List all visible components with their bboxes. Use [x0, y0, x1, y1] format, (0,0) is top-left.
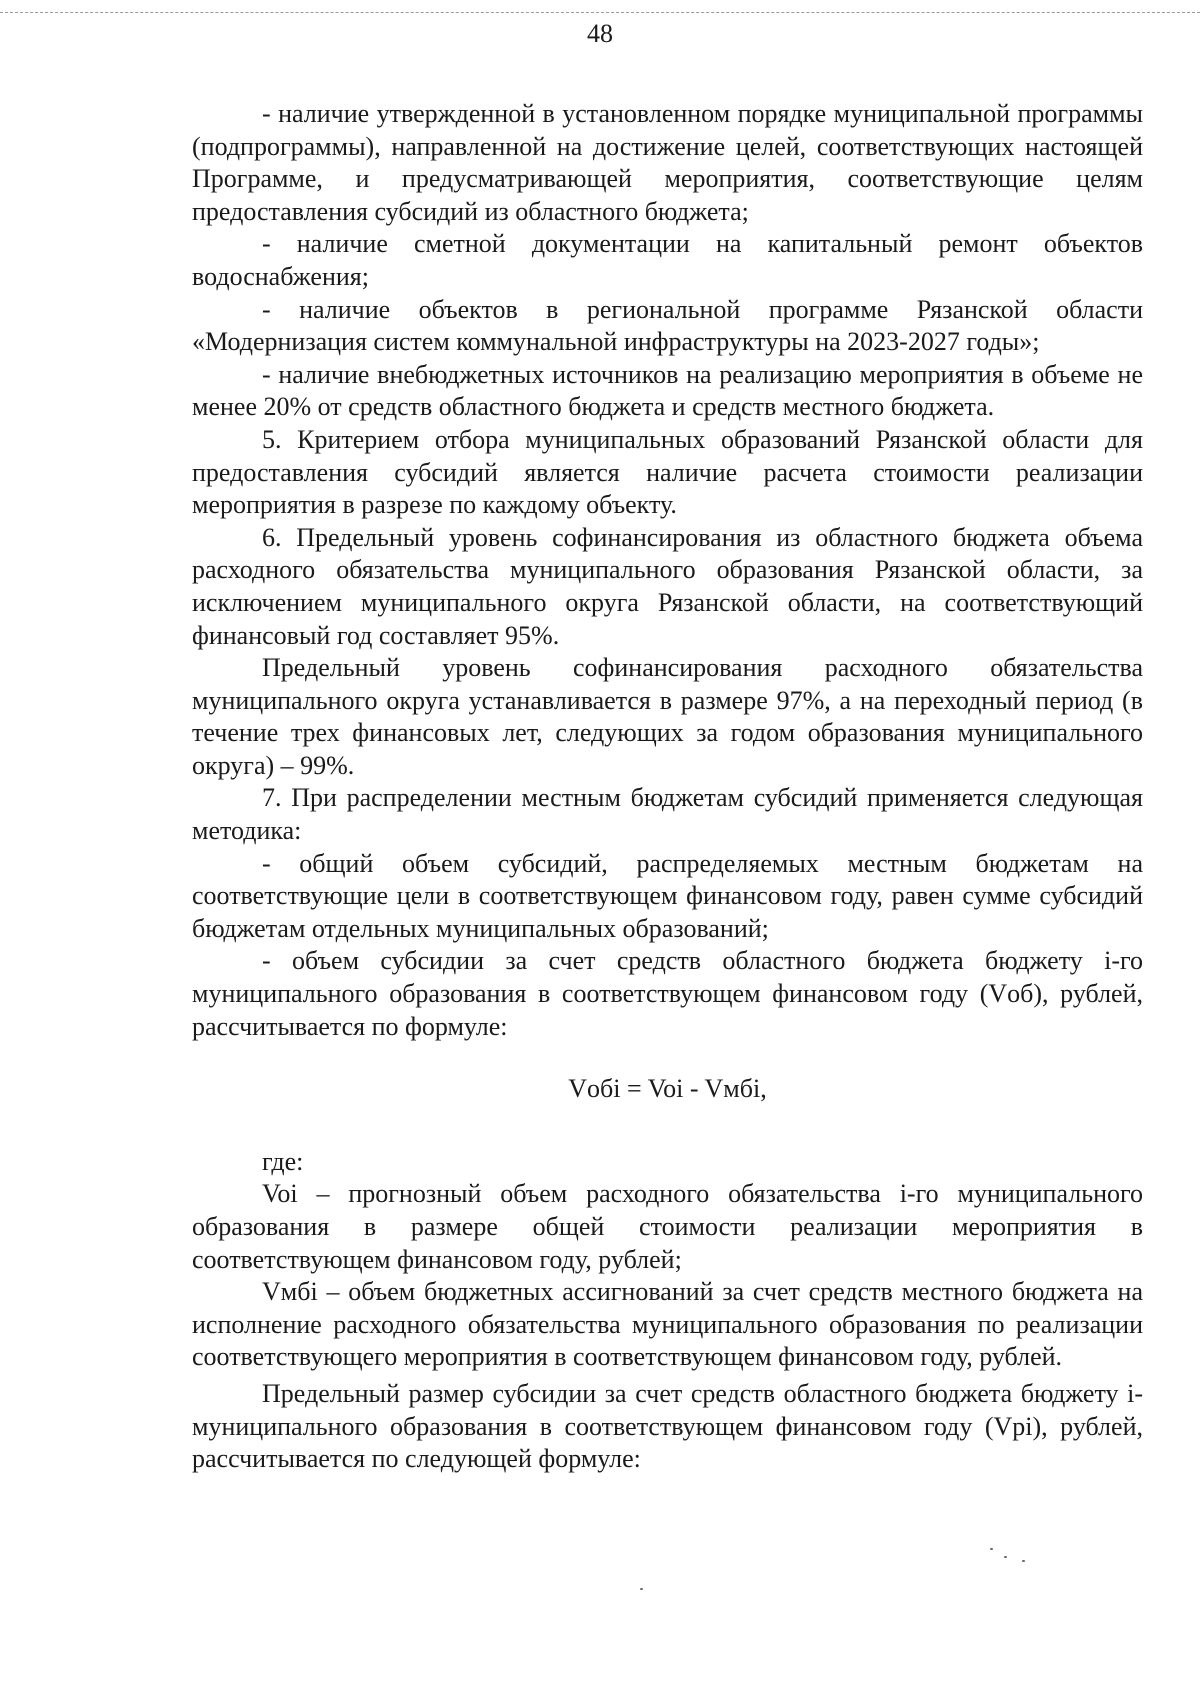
- scan-speck: [1022, 1560, 1025, 1562]
- definition-item: Vмбi – объем бюджетных ассигнований за счет средств местного бюджета на исполнение расходного обязательства муниципального образования по реализации соответствующего мероприятия в соответствующем финансовом году, рублей.: [192, 1277, 1143, 1372]
- closing-paragraph: Предельный размер субсидии за счет средств областного бюджета бюджету i-муниципального образования в соответствующем финансовом году (Vpi), рублей, рассчитывается по следующей формуле:: [192, 1378, 1143, 1474]
- document-body: [192, 98, 1143, 1476]
- paragraph: - наличие утвержденной в установленном порядке муниципальной программы (подпрограммы), направленной на достижение целей, соответствующих настоящей Программе, и предусматривающей мероприятия, соответствующие целям предоставления субсидий из областного бюджета;: [192, 99, 1143, 226]
- page-number: 48: [587, 19, 613, 48]
- paragraph: 6. Предельный уровень софинансирования из областного бюджета объема расходного обязательства муниципального образования Рязанской области, за исключением муниципального округа Рязанской области, на соответствующий финансовый год составляет 95%.: [192, 522, 1143, 650]
- scan-speck: [640, 1588, 643, 1590]
- scan-speck: [1004, 1556, 1007, 1558]
- paragraph: - общий объем субсидий, распределяемых местным бюджетам на соответствующие цели в соответствующем финансовом году, равен сумме субсидий бюджетам отдельных муниципальных образований;: [192, 848, 1143, 943]
- formula: Vобi = Voi - Vмбi,: [568, 1074, 767, 1104]
- paragraph: - наличие объектов в региональной программе Рязанской области «Модернизация систем коммунальной инфраструктуры на 2023-2027 годы»;: [192, 294, 1143, 357]
- where-label: где:: [262, 1146, 304, 1176]
- definition-item: Voi – прогнозный объем расходного обязательства i-го муниципального образования в размере общей стоимости реализации мероприятия в соответствующем финансовом году, рублей;: [192, 1179, 1143, 1274]
- paragraph: 7. При распределении местным бюджетам субсидий применяется следующая методика:: [192, 783, 1143, 846]
- paragraph: - наличие сметной документации на капитальный ремонт объектов водоснабжения;: [192, 229, 1143, 291]
- paragraph: - объем субсидии за счет средств областного бюджета бюджету i-го муниципального образования в соответствующем финансовом году (Vоб), рублей, рассчитывается по формуле:: [192, 946, 1143, 1041]
- paragraph: Предельный уровень софинансирования расходного обязательства муниципального округа устанавливается в размере 97%, а на переходный период (в течение трех финансовых лет, следующих за годом образования муниципального округа) – 99%.: [192, 653, 1143, 780]
- paragraph: 5. Критерием отбора муниципальных образований Рязанской области для предоставления субсидий является наличие расчета стоимости реализации мероприятия в разрезе по каждому объекту.: [192, 424, 1143, 520]
- paragraph: - наличие внебюджетных источников на реализацию мероприятия в объеме не менее 20% от средств областного бюджета и средств местного бюджета.: [192, 359, 1143, 422]
- scan-border-line: [0, 12, 1200, 13]
- scan-speck: [990, 1548, 993, 1550]
